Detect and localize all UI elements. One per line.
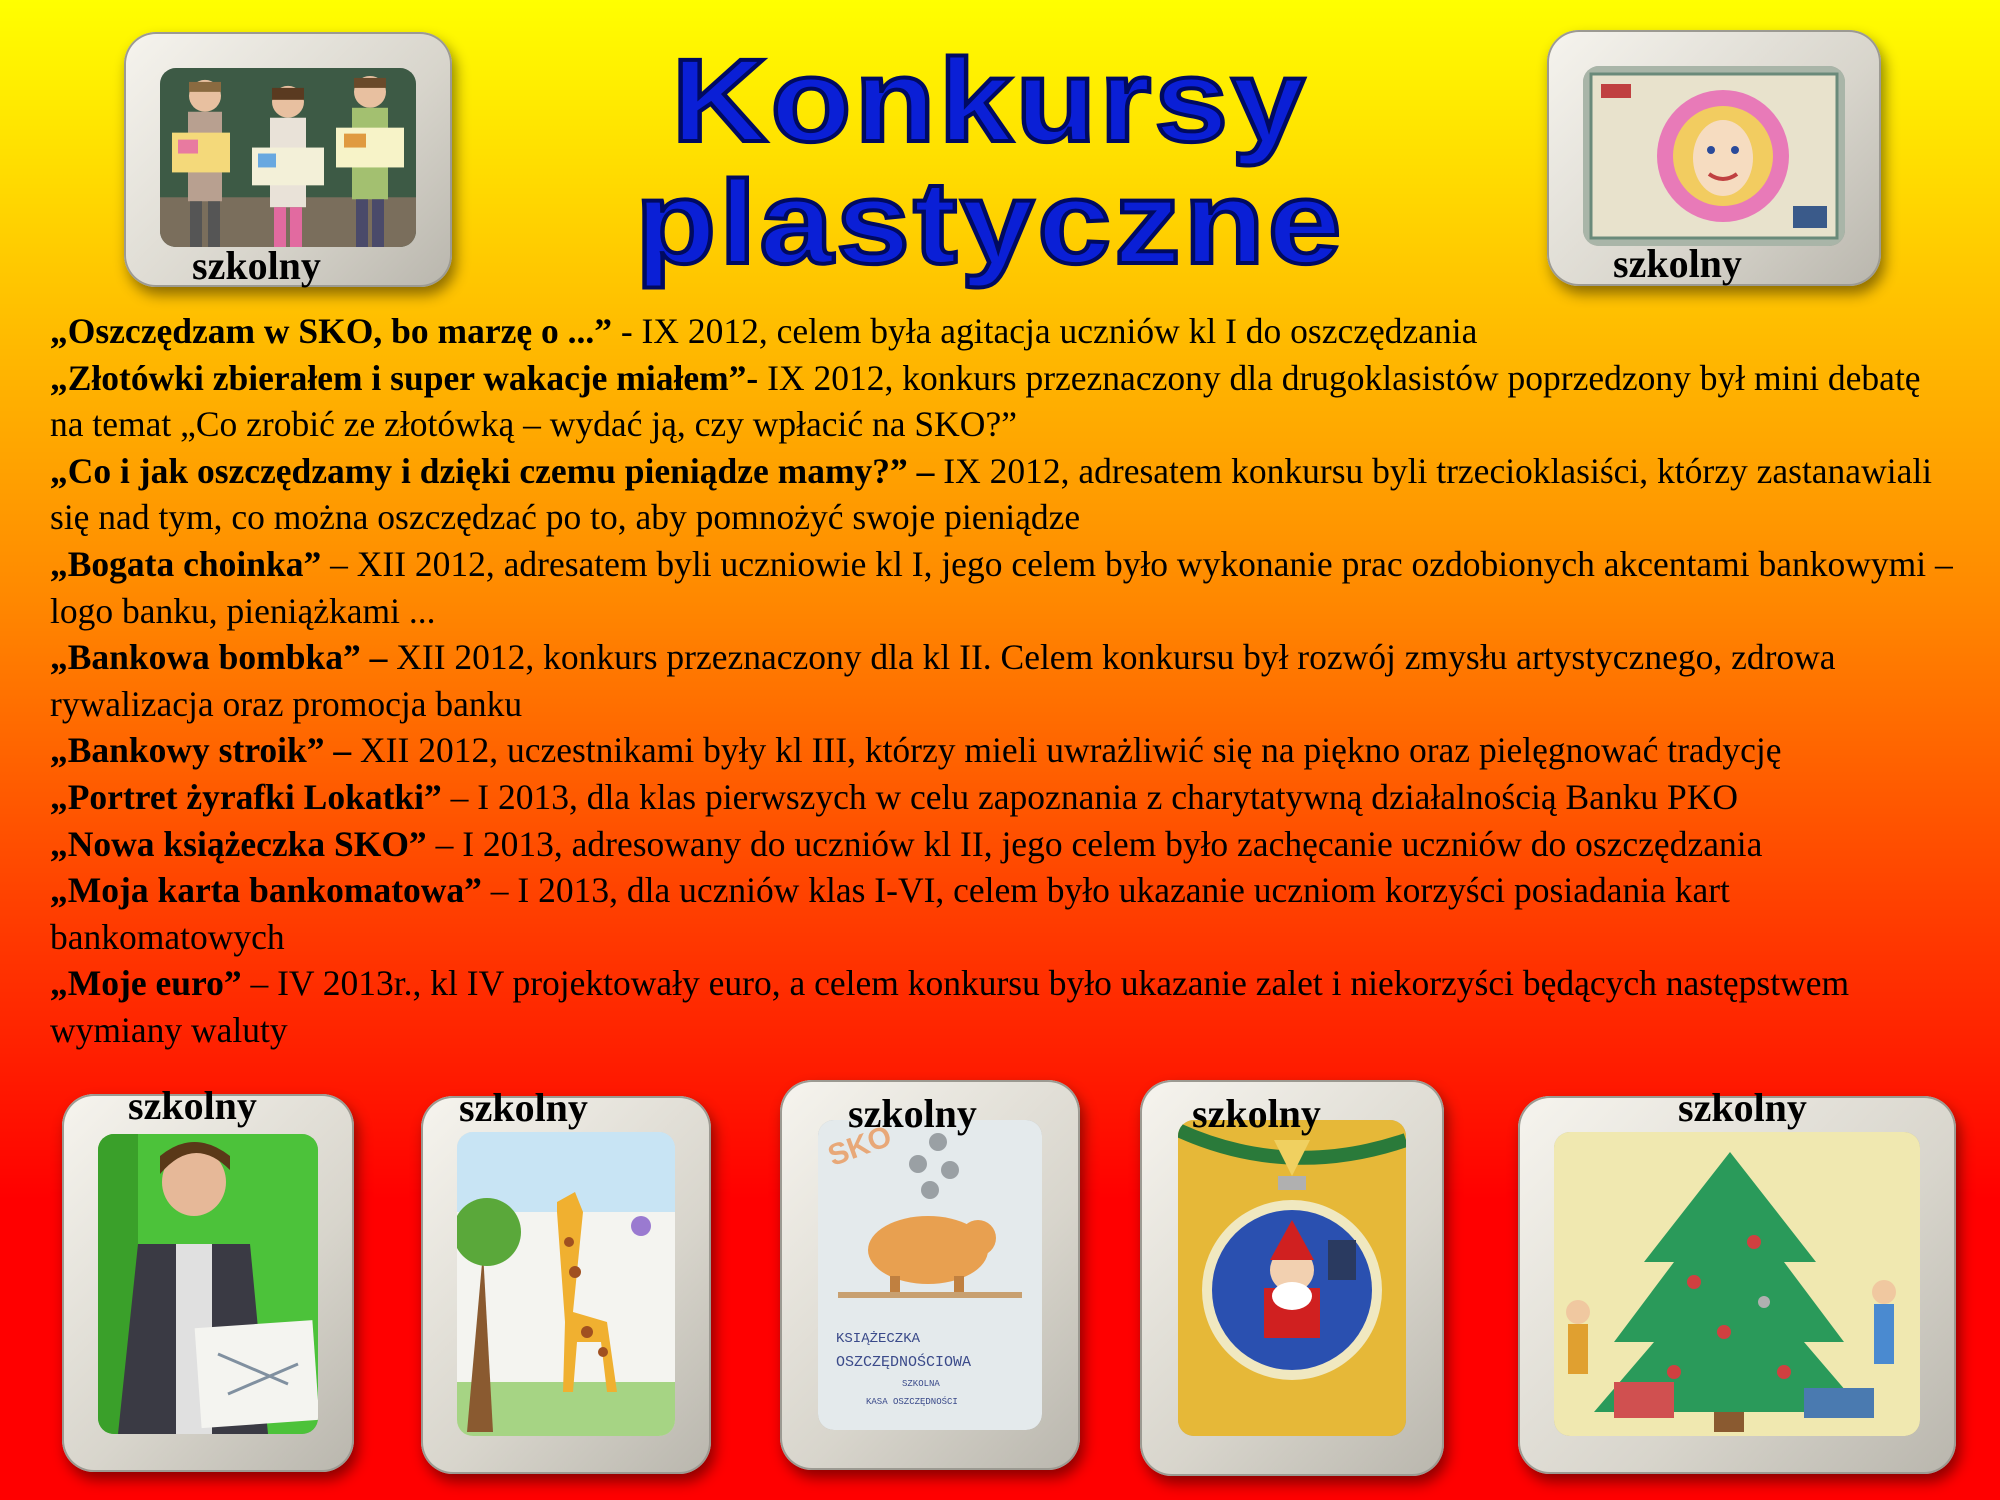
contest-item	[50, 448, 1960, 541]
contest-title: „Bankowy stroik” –	[50, 730, 352, 771]
contest-item	[50, 634, 1960, 727]
photo-boy-with-drawing	[98, 1134, 318, 1434]
contest-description: IX 2012, konkurs przeznaczony dla drugoklasistów poprzedzony był mini debatę na temat „Co zrobić ze złotówką – wydać ją, czy wpłacić na SKO?”	[50, 357, 1921, 445]
contest-title: „Co i jak oszczędzamy i dzięki czemu pieniądze mamy?” –	[50, 450, 935, 491]
photo-christmas-bauble-drawing	[1178, 1120, 1406, 1436]
art-text: KASA OSZCZĘDNOŚCI	[866, 1397, 958, 1407]
art-badge-text: SKO	[823, 1120, 897, 1173]
contest-description: XII 2012, konkurs przeznaczony dla kl II. Celem konkursu był rozwój zmysłu artystycznego, zdrowa rywalizacja oraz promocja banku	[50, 637, 1836, 724]
contest-list	[50, 308, 1960, 1054]
photo-frame-bottom-3	[780, 1080, 1080, 1470]
title-line-2: plastyczne	[635, 157, 1345, 289]
contest-item	[50, 308, 1960, 355]
photo-label: szkolny	[459, 1085, 588, 1130]
contest-description: – XII 2012, adresatem byli uczniowie kl I, jego celem było wykonanie prac ozdobionych akcentami bankowymi – logo banku, pieniążkami ...	[50, 543, 1953, 631]
photo-label: szkolny	[1192, 1091, 1321, 1136]
page-title	[441, 35, 1539, 289]
photo-frame-bottom-2	[421, 1085, 711, 1474]
photo-christmas-tree-drawing	[1554, 1132, 1920, 1436]
photo-label: szkolny	[192, 243, 321, 288]
art-text: OSZCZĘDNOŚCIOWA	[836, 1354, 972, 1371]
photo-label: szkolny	[128, 1083, 257, 1128]
photo-giraffe-drawing	[457, 1132, 675, 1436]
contest-title: „Moje euro”	[50, 963, 242, 1004]
contest-description: - IX 2012, celem była agitacja uczniów kl I do oszczędzania	[611, 311, 1478, 351]
contest-title: „Oszczędzam w SKO, bo marzę o ...”	[50, 311, 612, 351]
photo-label: szkolny	[1678, 1085, 1807, 1130]
contest-description: – IV 2013r., kl IV projektowały euro, a celem konkursu było ukazanie zalet i niekorzyści będących następstwem wymiany waluty	[50, 963, 1850, 1050]
contest-title: „Złotówki zbierałem i super wakacje miałem”-	[50, 357, 759, 398]
contest-description: – I 2013, adresowany do uczniów kl II, jego celem było zachęcanie uczniów do oszczędzania	[426, 823, 1763, 864]
photo-banknote-portrait	[1583, 66, 1845, 246]
contest-item	[50, 821, 1960, 868]
contest-description: – I 2013, dla klas pierwszych w celu zapoznania z charytatywną działalnością Banku PKO	[441, 776, 1739, 817]
photo-frame-top-right	[1547, 30, 1881, 286]
contest-item	[50, 867, 1960, 960]
contest-item	[50, 727, 1960, 774]
contest-title: „Bankowa bombka” –	[50, 637, 388, 678]
contest-title: „Portret żyrafki Lokatki”	[50, 776, 442, 817]
contest-title: „Nowa książeczka SKO”	[50, 823, 427, 864]
photo-frame-bottom-4	[1140, 1080, 1444, 1476]
photo-frame-top-left	[124, 32, 452, 287]
contest-description: – I 2013, dla uczniów klas I-VI, celem było ukazanie uczniom korzyści posiadania kart bankomatowych	[50, 870, 1730, 957]
photo-label: szkolny	[1613, 241, 1742, 286]
photo-label: szkolny	[848, 1091, 977, 1136]
photo-children-with-drawings	[160, 68, 416, 247]
contest-description: XII 2012, uczestnikami były kl III, którzy mieli uwrażliwić się na piękno oraz pielęgnować tradycję	[351, 730, 1782, 771]
contest-item	[50, 355, 1960, 448]
art-text: SZKOLNA	[902, 1379, 940, 1389]
contest-item	[50, 960, 1960, 1053]
photo-frame-bottom-1	[62, 1083, 354, 1472]
art-text: KSIĄŻECZKA	[836, 1331, 921, 1347]
contest-item	[50, 541, 1960, 634]
contest-description: IX 2012, adresatem konkursu byli trzecioklasiści, którzy zastanawiali się nad tym, co można oszczędzać po to, aby pomnożyć swoje pieniądze	[50, 450, 1933, 538]
contest-title: „Moja karta bankomatowa”	[50, 870, 482, 911]
photo-frame-bottom-5	[1518, 1085, 1956, 1474]
contest-title: „Bogata choinka”	[50, 543, 322, 584]
photo-savings-book-drawing	[818, 1120, 1042, 1430]
title-line-1: Konkursy	[671, 35, 1309, 167]
contest-item	[50, 774, 1960, 821]
